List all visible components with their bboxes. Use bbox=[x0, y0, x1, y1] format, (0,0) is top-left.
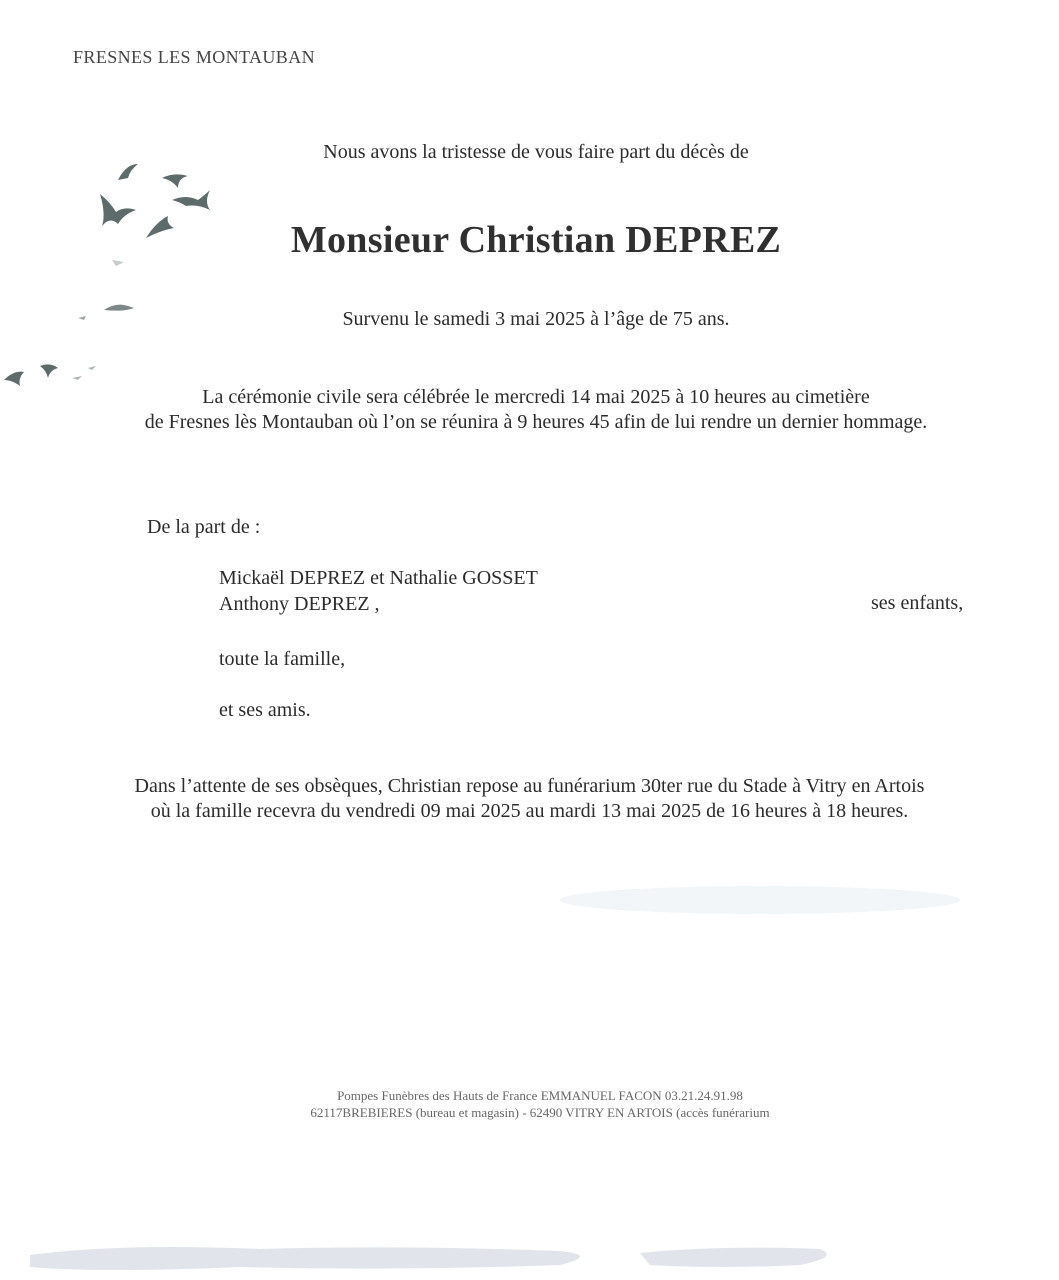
bird-11 bbox=[72, 376, 82, 380]
rest-line-2: où la famille recevra du vendredi 09 mai 2025 au mardi 13 mai 2025 de 16 heures à 18 heures. bbox=[150, 800, 909, 822]
bird-12 bbox=[88, 366, 96, 370]
scan-smudge bbox=[540, 870, 980, 930]
ceremony-line-2: de Fresnes lès Montauban où l’on se réunira à 9 heures 45 afin de lui rendre un dernier hommage. bbox=[144, 411, 928, 433]
family-line: toute la famille, bbox=[219, 648, 346, 670]
footer-line-2: 62117BREBIERES (bureau et magasin) - 62490 VITRY EN ARTOIS (accès funérarium bbox=[310, 1105, 770, 1120]
rest-line-1: Dans l’attente de ses obsèques, Christian repose au funérarium 30ter rue du Stade à Vitry en Artois bbox=[134, 775, 925, 797]
bird-2 bbox=[162, 174, 188, 188]
from-label: De la part de : bbox=[147, 516, 261, 538]
death-date: Survenu le samedi 3 mai 2025 à l’âge de 75 ans. bbox=[342, 308, 730, 330]
bird-1 bbox=[118, 164, 138, 180]
intro-text: Nous avons la tristesse de vous faire part du décès de bbox=[323, 141, 749, 163]
scan-edge-stain bbox=[0, 1215, 1059, 1280]
ceremony-line-1: La cérémonie civile sera célébrée le mercredi 14 mai 2025 à 10 heures au cimetière bbox=[202, 386, 870, 408]
bird-10 bbox=[40, 364, 58, 378]
bird-9 bbox=[4, 372, 24, 386]
children-relation: ses enfants, bbox=[871, 592, 964, 614]
birds-flying-icon bbox=[0, 150, 240, 400]
bird-4 bbox=[172, 190, 210, 210]
child-1: Mickaël DEPREZ et Nathalie GOSSET bbox=[219, 567, 538, 589]
ceremony-details bbox=[0, 385, 1059, 435]
funerarium-details bbox=[0, 774, 1059, 824]
deceased-name: Monsieur Christian DEPREZ bbox=[290, 219, 782, 261]
funeral-home-footer bbox=[0, 1087, 1059, 1121]
footer-line-1: Pompes Funèbres des Hauts de France EMMANUEL FACON 03.21.24.91.98 bbox=[337, 1088, 743, 1103]
location-header: FRESNES LES MONTAUBAN bbox=[73, 47, 315, 67]
friends-line: et ses amis. bbox=[219, 699, 311, 721]
child-2: Anthony DEPREZ , bbox=[219, 593, 380, 615]
